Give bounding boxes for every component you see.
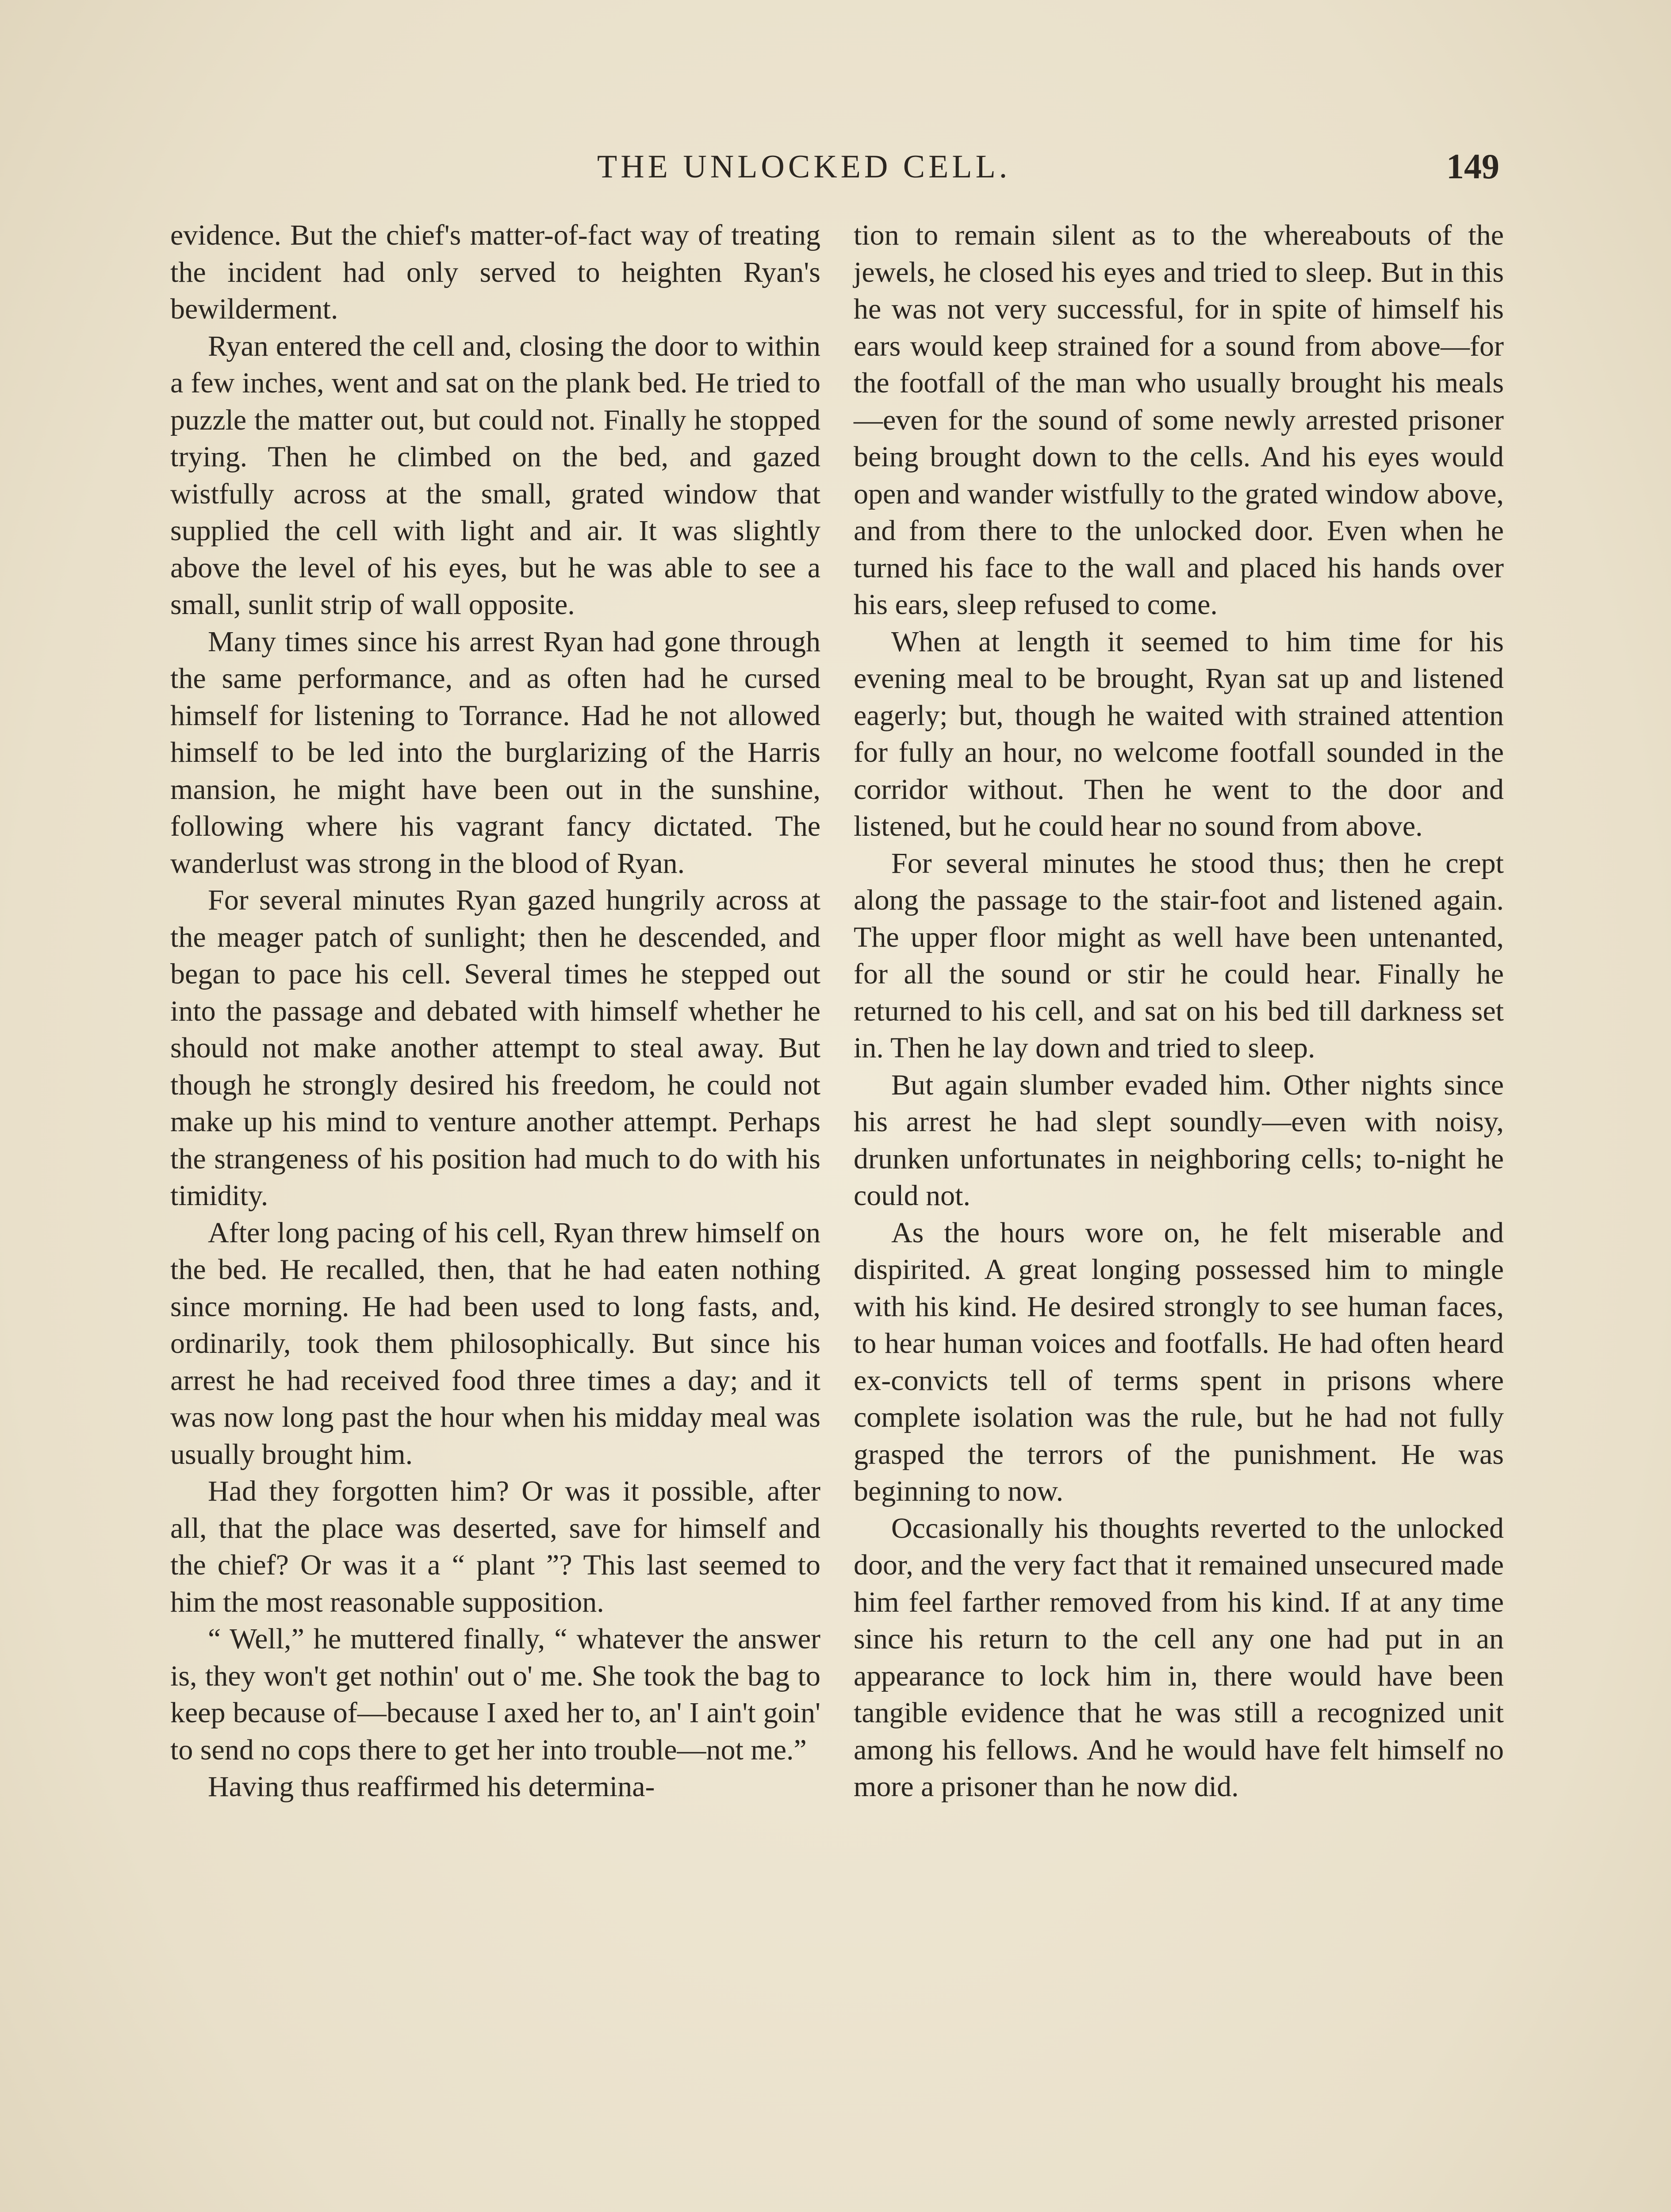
paragraph: “ Well,” he muttered finally, “ whatever the answer is, they won't get nothin' out o' me. She took the bag to keep because of—because I axed her to, an' I ain't goin' to send no cops there to get her into trouble—not me.” — [170, 1623, 820, 1766]
page-header — [172, 142, 1499, 191]
paragraph: As the hours wore on, he felt miserable and dispirited. A great longing possessed him to mingle with his kind. He desired strongly to see human faces, to hear human voices and footfalls. He had often heard ex-convicts tell of terms spent in prisons where complete isolation was the rule, but he had not fully grasped the terrors of the punishment. He was beginning to now. — [854, 1216, 1504, 1507]
paragraph: Occasionally his thoughts reverted to the unlocked door, and the very fact that it remained unsecured made him feel farther removed from his kind. If at any time since his return to the cell any one had put in an appearance to lock him in, there would have been tangible evidence that he was still a recognized unit among his fellows. And he would have felt himself no more a prisoner than he now did. — [854, 1512, 1504, 1803]
paragraph: Having thus reaffirmed his determina- — [208, 1770, 655, 1803]
running-title: THE UNLOCKED CELL. — [597, 149, 1011, 185]
paragraph: Had they forgotten him? Or was it possible, after all, that the place was deserted, save for himself and the chief? Or was it a “ plant ”? This last seemed to him the most reasonable supposition. — [170, 1475, 820, 1618]
paragraph: Ryan entered the cell and, closing the door to within a few inches, went and sat on the plank bed. He tried to puzzle the matter out, but could not. Finally he stopped trying. Then he climbed on the bed, and gazed wistfully across at the small, grated window that supplied the cell with light and air. It was slightly above the level of his eyes, but he was able to see a small, sunlit strip of wall opposite. — [170, 330, 820, 621]
right-column — [854, 217, 1504, 1805]
paragraph: For several minutes he stood thus; then he crept along the passage to the stair-foot and listened again. The upper floor might as well have been untenanted, for all the sound or stir he could hear. Finally he returned to his cell, and sat on his bed till darkness set in. Then he lay down and tried to sleep. — [854, 847, 1504, 1064]
paragraph: When at length it seemed to him time for his evening meal to be brought, Ryan sat up and listened eagerly; but, though he waited with strained attention for fully an hour, no welcome footfall sounded in the corridor without. Then he went to the door and listened, but he could hear no sound from above. — [854, 625, 1504, 842]
paragraph: evidence. But the chief's matter-of-fact way of treating the incident had only served to heighten Ryan's bewilderment. — [170, 219, 820, 325]
paragraph: After long pacing of his cell, Ryan threw himself on the bed. He recalled, then, that he had eaten nothing since morning. He had been used to long fasts, and, ordinarily, took them philosophically. But since his arrest he had received food three times a day; and it was now long past the hour when his midday meal was usually brought him. — [170, 1216, 820, 1471]
left-column — [170, 217, 820, 1805]
paragraph: For several minutes Ryan gazed hungrily across at the meager patch of sunlight; then he descended, and began to pace his cell. Several times he stepped out into the passage and debated with himself whether he should not make another attempt to steal away. But though he strongly desired his freedom, he could not make up his mind to venture another attempt. Perhaps the strangeness of his position had much to do with his timidity. — [170, 884, 820, 1212]
paragraph: Many times since his arrest Ryan had gone through the same performance, and as often had he cursed himself for listening to Torrance. Had he not allowed himself to be led into the burglarizing of the Harris mansion, he might have been out in the sunshine, following where his vagrant fancy dictated. The wanderlust was strong in the blood of Ryan. — [170, 625, 820, 879]
paragraph: But again slumber evaded him. Other nights since his arrest he had slept soundly—even with noisy, drunken unfortunates in neighboring cells; to-night he could not. — [854, 1068, 1504, 1212]
page-number: 149 — [1446, 147, 1499, 186]
paragraph: tion to remain silent as to the whereabouts of the jewels, he closed his eyes and tried to sleep. But in this he was not very successful, for in spite of himself his ears would keep strained for a sound from above—for the footfall of the man who usually brought his meals —even for the sound of some newly arrested prisoner being brought down to the cells. And his eyes would open and wander wistfully to the grated window above, and from there to the unlocked door. Even when he turned his face to the wall and placed his hands over his ears, sleep refused to come. — [854, 219, 1504, 621]
